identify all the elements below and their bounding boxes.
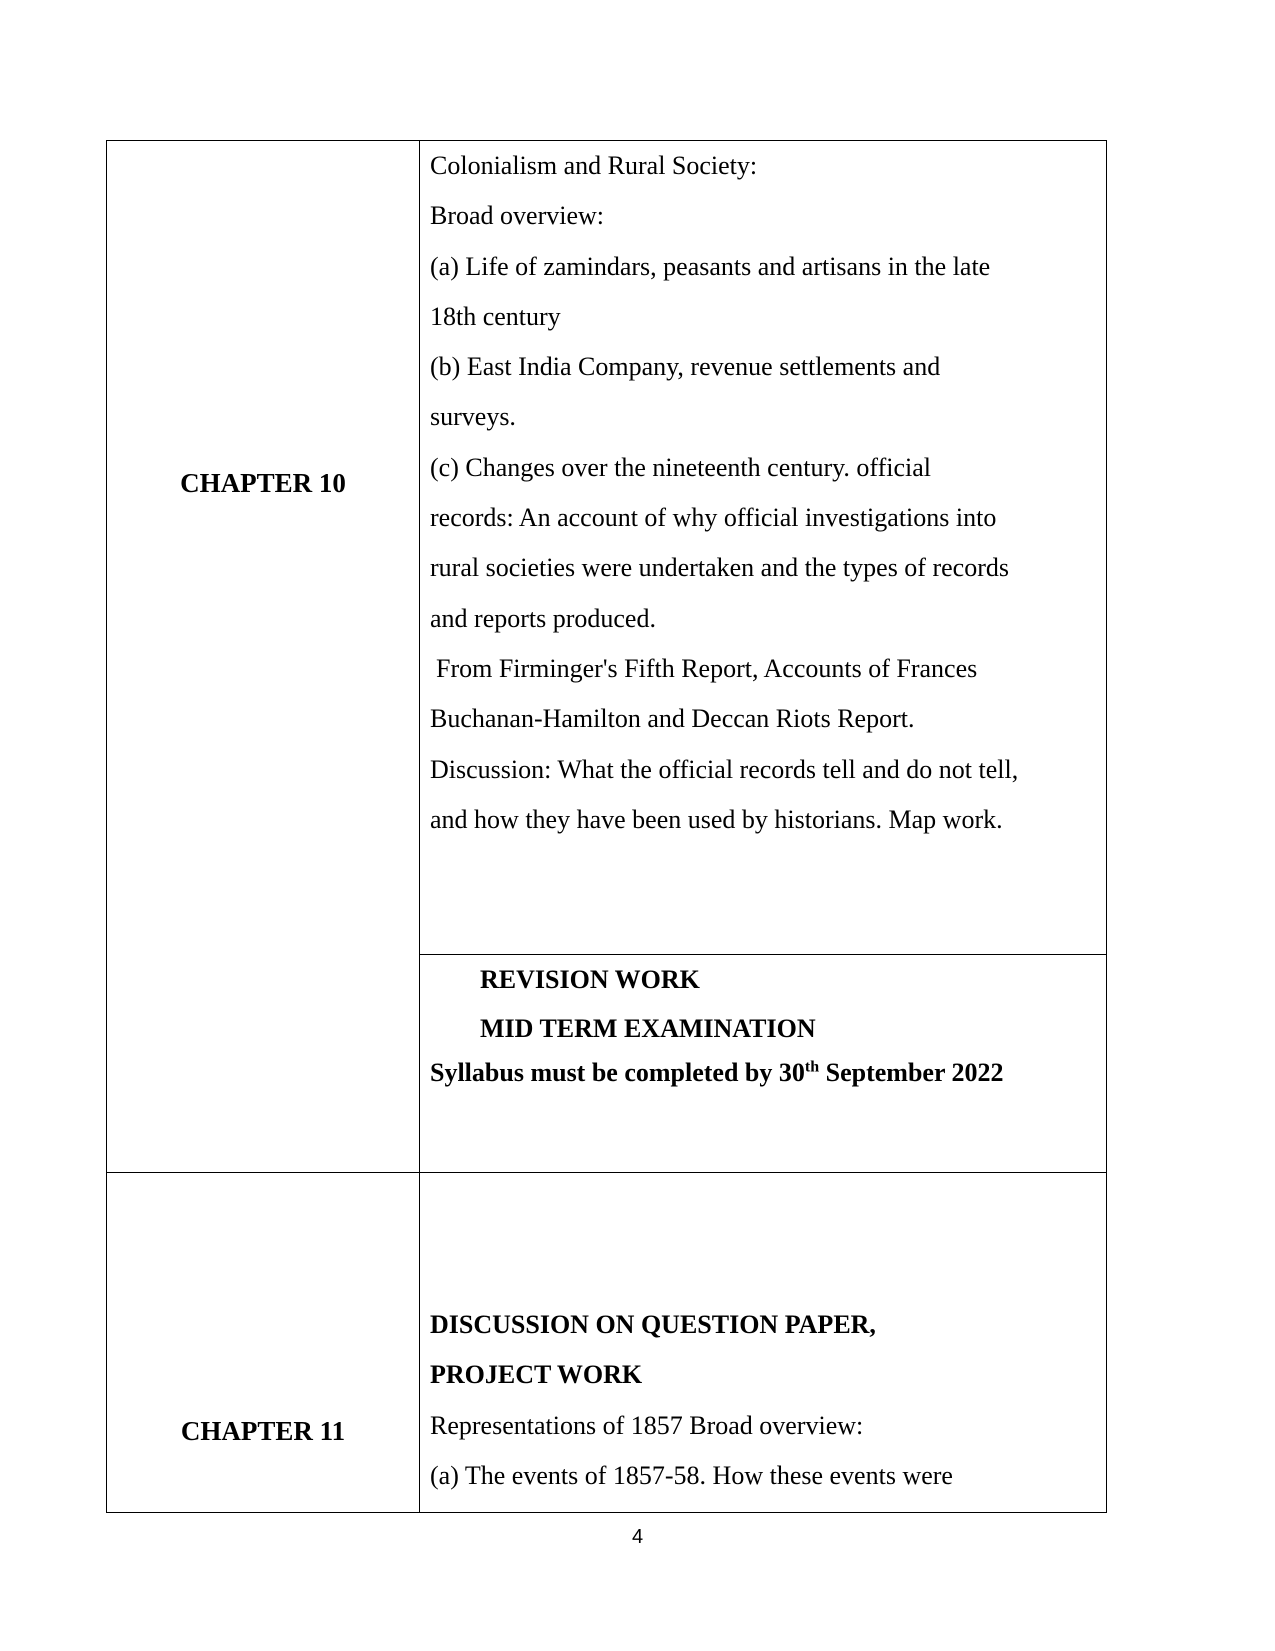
content-line: (c) Changes over the nineteenth century. official (430, 452, 932, 482)
content-line: (b) East India Company, revenue settlements and (430, 352, 941, 382)
content-line: Representations of 1857 Broad overview: (430, 1410, 864, 1440)
content-line: Discussion: What the official records tell and do not tell, (430, 754, 1019, 784)
content-line: surveys. (430, 402, 516, 432)
chapter-11-label: CHAPTER 11 (180, 1416, 346, 1446)
chapter-11-cell (107, 1173, 420, 1513)
content-line: records: An account of why official investigations into (430, 503, 997, 533)
syllabus-table (106, 140, 1107, 1513)
project-work-heading: PROJECT WORK (430, 1360, 643, 1390)
mid-term-heading: MID TERM EXAMINATION (480, 1014, 816, 1044)
content-line: (a) The events of 1857-58. How these events were (430, 1460, 953, 1490)
syllabus-deadline: Syllabus must be completed by 30th September 2022 (430, 1058, 1004, 1088)
content-line: Colonialism and Rural Society: (430, 151, 758, 180)
revision-work-heading: REVISION WORK (480, 965, 700, 994)
content-line: Broad overview: (430, 201, 605, 231)
discussion-heading: DISCUSSION ON QUESTION PAPER, (430, 1310, 876, 1339)
chapter-10-cell (107, 141, 420, 1173)
page-number: 4 (631, 1526, 644, 1548)
content-line: and reports produced. (430, 603, 656, 633)
chapter-10-label: CHAPTER 10 (180, 468, 346, 498)
content-line: From Firminger's Fifth Report, Accounts of Frances (436, 653, 978, 683)
chapter-10-content-cell (420, 141, 1107, 955)
chapter-11-content-cell (420, 1173, 1107, 1513)
content-line: and how they have been used by historians. Map work. (430, 804, 1003, 834)
content-line: Buchanan-Hamilton and Deccan Riots Report. (430, 704, 915, 734)
revision-cell (420, 955, 1107, 1173)
content-line: (a) Life of zamindars, peasants and artisans in the late (430, 251, 991, 281)
content-line: rural societies were undertaken and the types of records (430, 553, 1009, 583)
content-line: 18th century (430, 301, 561, 331)
